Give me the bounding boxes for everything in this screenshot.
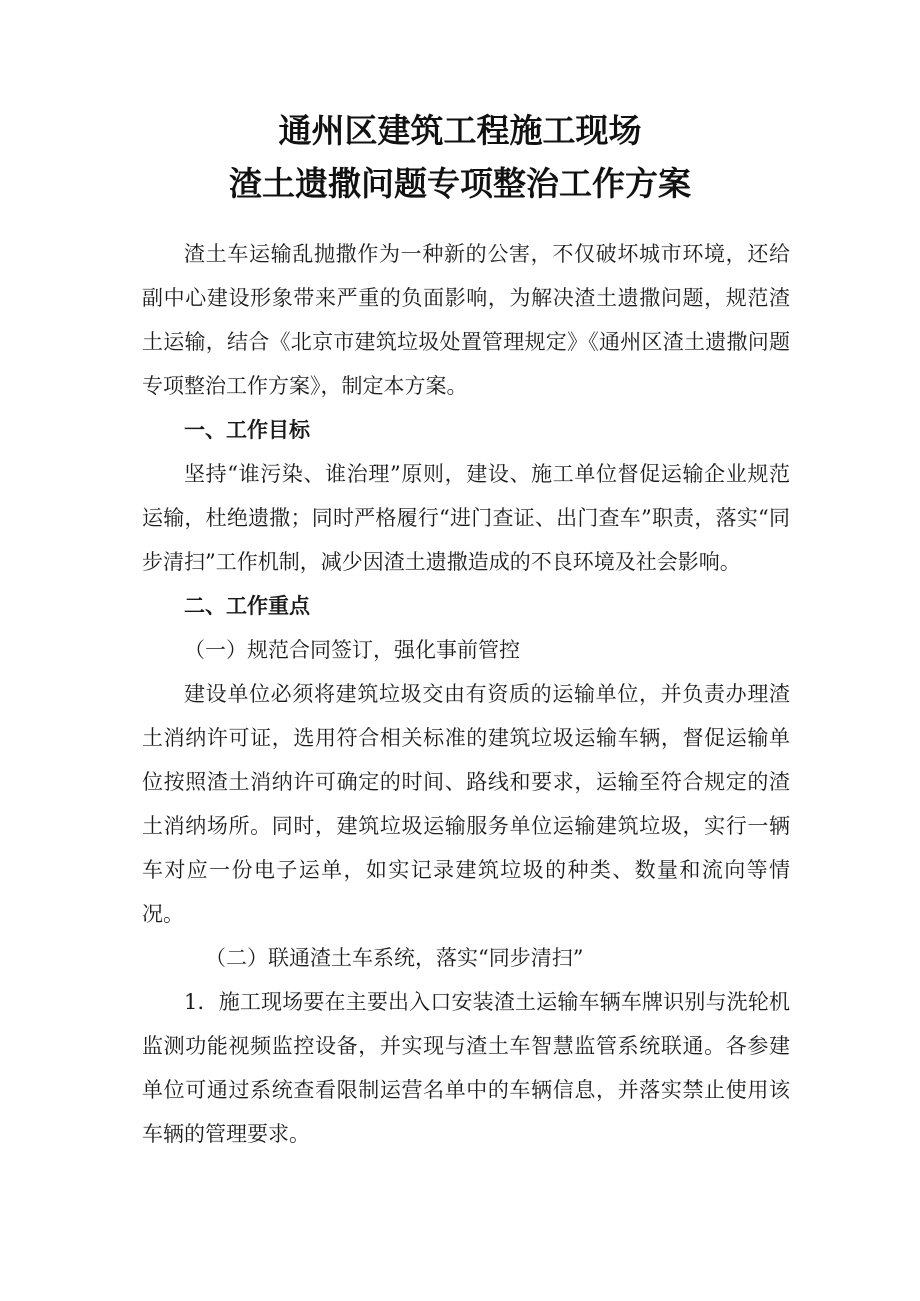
section-heading-goals: 一、工作目标 [184,418,310,442]
section-heading-focus: 二、工作重点 [184,594,310,618]
goals-paragraph: 坚持“谁污染、谁治理”原则，建设、施工单位督促运输企业规范运输，杜绝遗撒；同时严格履行“进门查证、出门查车”职责，落实“同步清扫”工作机制，减少因渣土遗撒造成的不良环境及社会影响。 [142,462,790,574]
intro-paragraph: 渣土车运输乱抛撒作为一种新的公害，不仅破坏城市环境，还给副中心建设形象带来严重的负面影响，为解决渣土遗撒问题，规范渣土运输，结合《北京市建筑垃圾处置管理规定》《通州区渣土遗撒问题专项整治工作方案》，制定本方案。 [142,242,790,398]
document-title-line-1: 通州区建筑工程施工现场 [278,111,642,150]
document-body [142,232,790,1156]
document-title-line-2: 渣土遗撒问题专项整治工作方案 [229,164,691,203]
item-1-paragraph: 1．施工现场要在主要出入口安装渣土运输车辆车牌识别与洗轮机监测功能视频监控设备，并实现与渣土车智慧监管系统联通。各参建单位可通过系统查看限制运营名单中的车辆信息，并落实禁止使用该车辆的管理要求。 [142,990,790,1146]
subsection-heading-system: （二）联通渣土车系统，落实“同步清扫” [205,946,584,970]
contracts-paragraph: 建设单位必须将建筑垃圾交由有资质的运输单位，并负责办理渣土消纳许可证，选用符合相关标准的建筑垃圾运输车辆，督促运输单位按照渣土消纳许可确定的时间、路线和要求，运输至符合规定的渣土消纳场所。同时，建筑垃圾运输服务单位运输建筑垃圾，实行一辆车对应一份电子运单，如实记录建筑垃圾的种类、数量和流向等情况。 [142,682,790,926]
subsection-heading-contracts: （一）规范合同签订，强化事前管控 [184,638,520,662]
